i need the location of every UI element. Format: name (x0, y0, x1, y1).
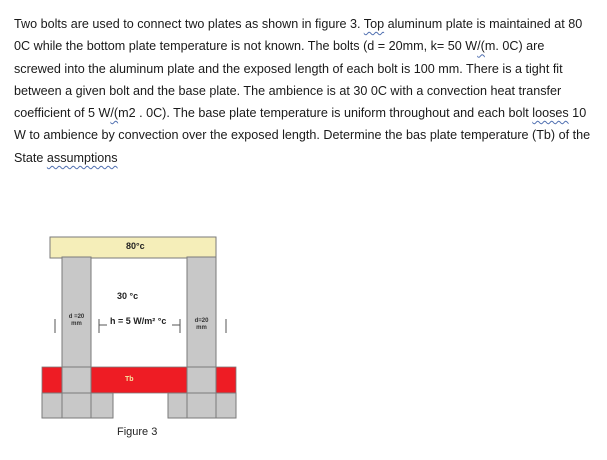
bolt-right-d-value: d=20 (194, 318, 209, 324)
problem-text-5: 10 W to ambience by convection over the exposed length. Determine the bas plate temperature (Tb) of the State (14, 106, 591, 165)
bolt-right (187, 257, 216, 368)
bolt-right-diameter (187, 318, 216, 332)
figure-caption: Figure 3 (117, 426, 158, 438)
bolt-right-embedded (187, 367, 216, 393)
problem-text-1: Two bolts are used to connect two plates as shown in figure 3. (14, 17, 364, 31)
problem-text-2: aluminum plate is maintained at 80 0C while the bottom plate temperature is not known. The bolts (d = 20mm, k= 50 W (14, 17, 583, 54)
bolt-right-d-unit: mm (196, 325, 207, 331)
bolt-left-d-unit: mm (71, 321, 82, 327)
top-plate-temp-label: 80°c (126, 241, 145, 251)
word-unit-1: /( (477, 39, 485, 54)
bolt-left-embedded (62, 367, 91, 393)
word-top: Top (363, 17, 385, 31)
bolt-left (62, 257, 91, 368)
lower-block-right (168, 393, 236, 418)
problem-text-4: m2 . 0C). The base plate temperature is uniform throughout and each bolt (118, 106, 533, 121)
base-temp-label: Tb (125, 376, 134, 383)
problem-text-3: m. 0C) are screwed into the aluminum plate and the exposed length of each bolt is 100 mm. There is a tight fit between a given bolt and the base plate. The ambience is at 30 0C with a convection heat transfer coefficient of 5 W (14, 39, 563, 121)
ambient-temp-label: 30 °c (117, 291, 139, 301)
word-looses: looses (532, 106, 569, 121)
word-unit-2: /( (110, 106, 119, 121)
lower-block-left (42, 393, 113, 418)
bolt-left-diameter (62, 314, 91, 328)
bolt-left-d-value: d =20 (68, 314, 85, 320)
convection-coefficient-label: h = 5 W/m² °c (110, 316, 167, 326)
word-assumptions: assumptions (46, 150, 118, 165)
